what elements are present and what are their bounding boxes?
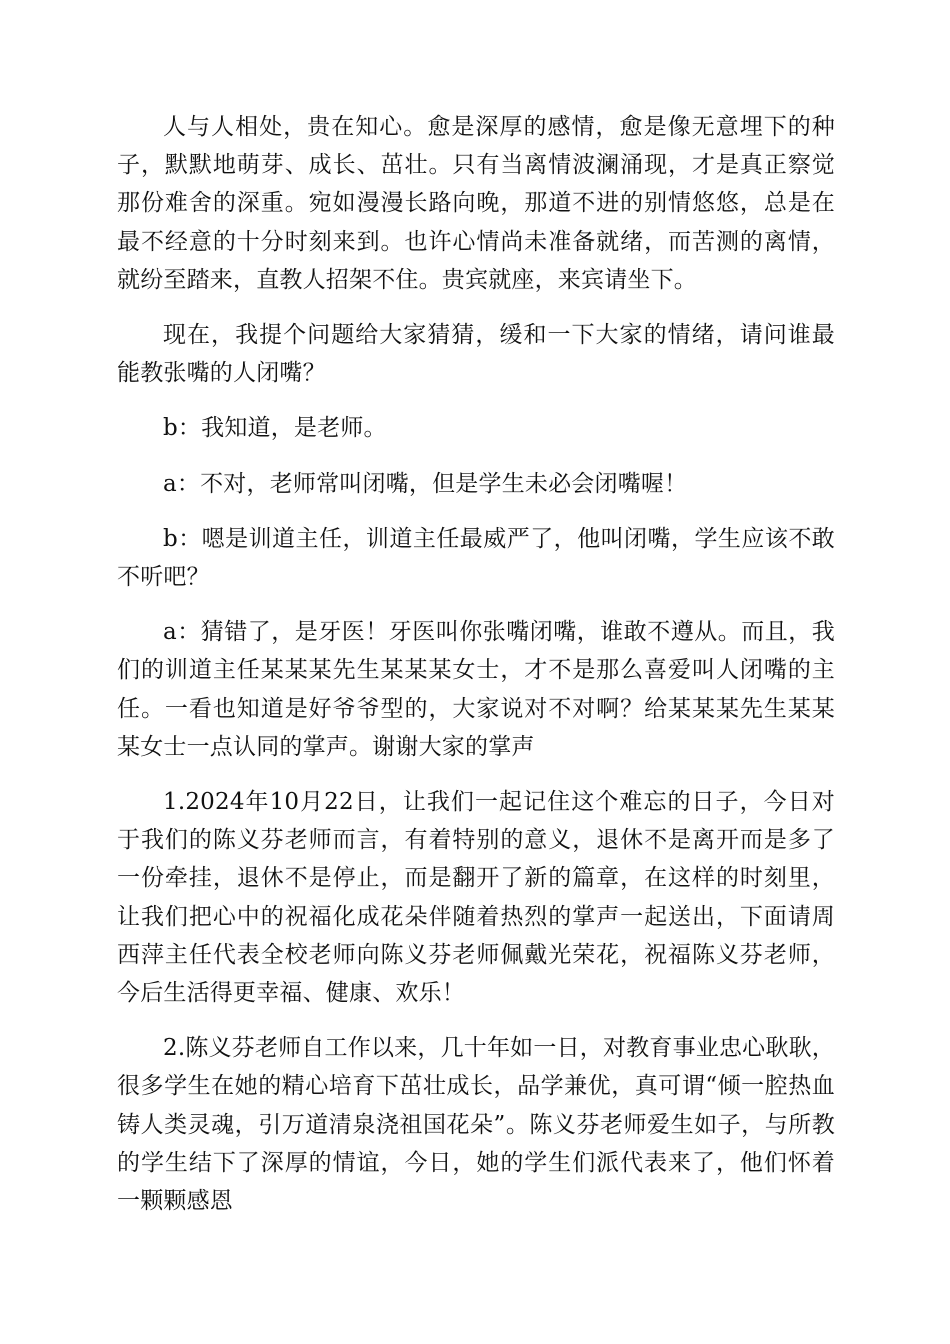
paragraph-dialogue-a2: a：猜错了，是牙医！牙医叫你张嘴闭嘴，谁敢不遵从。而且，我们的训道主任某某某先生某某某女士，才不是那么喜爱叫人闭嘴的主任。一看也知道是好爷爷型的，大家说对不对啊？给某某某先生某某某女士一点认同的掌声。谢谢大家的掌声 [117,619,835,760]
paragraph-item-2: 2.陈义芬老师自工作以来，几十年如一日，对教育事业忠心耿耿，很多学生在她的精心培育下茁壮成长，品学兼优，真可谓“倾一腔热血铸人类灵魂，引万道清泉浇祖国花朵”。陈义芬老师爱生如子，与所教的学生结下了深厚的情谊，今日，她的学生们派代表来了，他们怀着一颗颗感恩 [117,1035,835,1215]
paragraph-item-1: 1.2024年10月22日，让我们一起记住这个难忘的日子，今日对于我们的陈义芬老师而言，有着特别的意义，退休不是离开而是多了一份牵挂，退休不是停止，而是翻开了新的篇章，在这样的时刻里，让我们把心中的祝福化成花朵伴随着热烈的掌声一起送出，下面请周西萍主任代表全校老师向陈义芬老师佩戴光荣花，祝福陈义芬老师，今后生活得更幸福、健康、欢乐！ [117,789,835,1007]
paragraph-dialogue-b1: b：我知道，是老师。 [163,415,387,442]
document-body [117,108,835,1237]
paragraph-dialogue-b2: b：嗯是训道主任，训道主任最威严了，他叫闭嘴，学生应该不敢不听吧？ [117,525,835,591]
paragraph-opening: 人与人相处，贵在知心。愈是深厚的感情，愈是像无意埋下的种子，默默地萌芽、成长、茁壮。只有当离情波澜涌现，才是真正察觉那份难舍的深重。宛如漫漫长路向晚，那道不进的别情悠悠，总是在最不经意的十分时刻来到。也许心情尚未准备就绪，而苦测的离情，就纷至踏来，直教人招架不住。贵宾就座，来宾请坐下。 [117,114,835,293]
paragraph-riddle-question: 现在，我提个问题给大家猜猜，缓和一下大家的情绪，请问谁最能教张嘴的人闭嘴？ [117,322,835,387]
paragraph-dialogue-a1: a：不对，老师常叫闭嘴，但是学生未必会闭嘴喔！ [163,470,688,497]
